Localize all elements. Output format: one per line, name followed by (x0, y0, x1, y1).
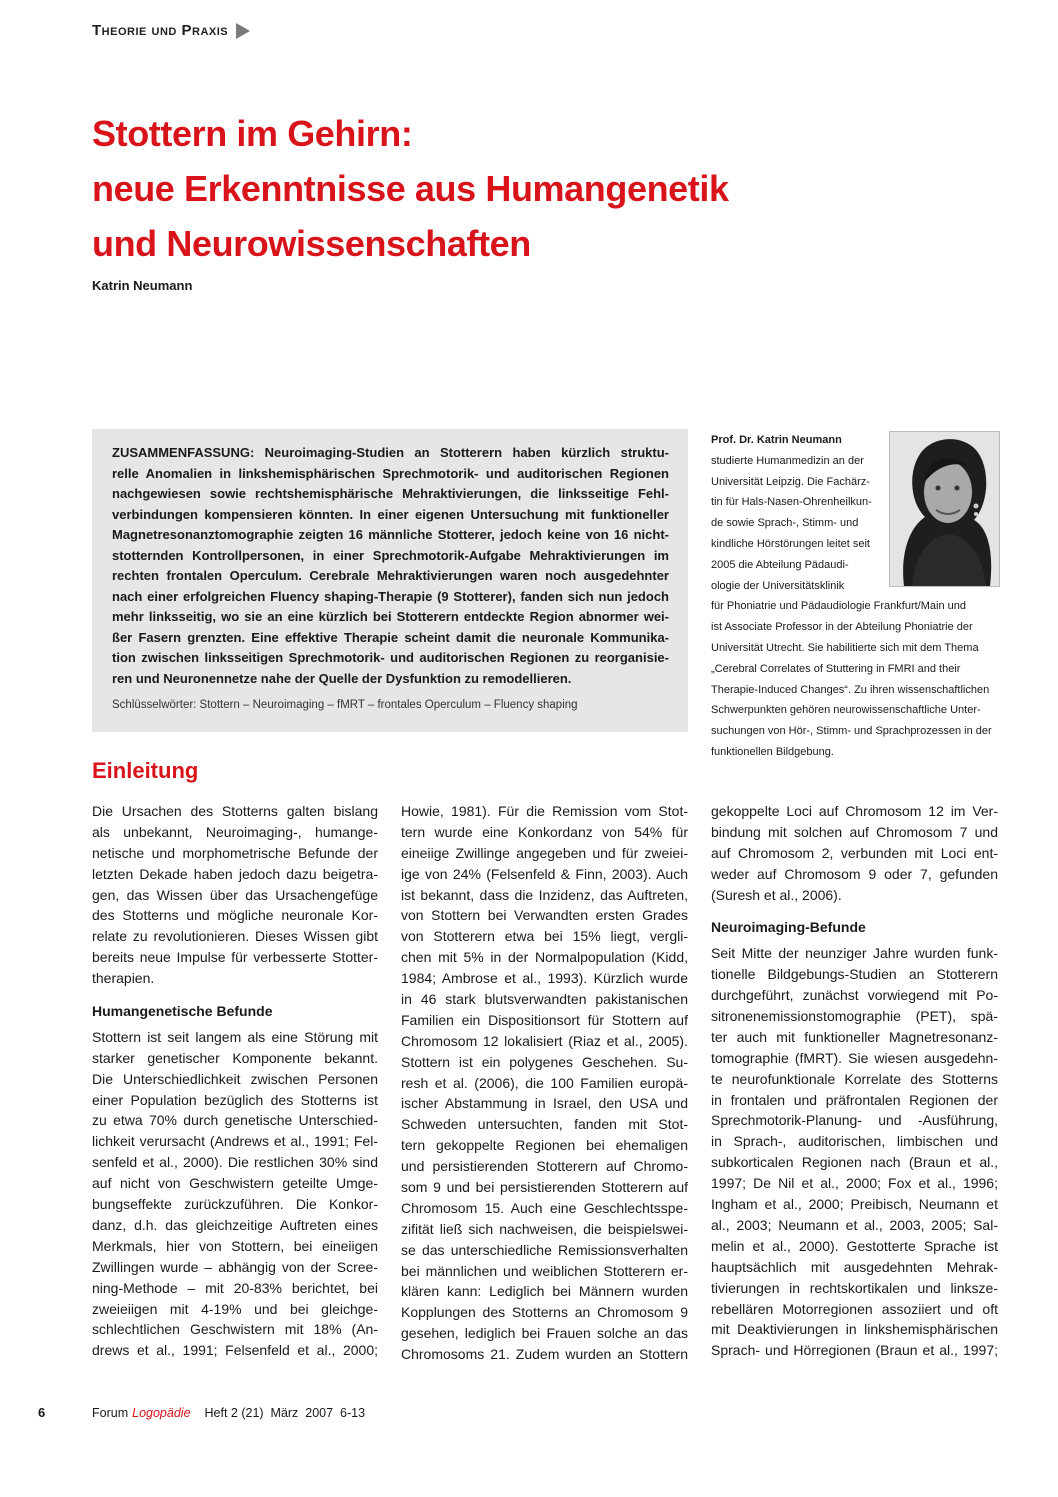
text-line: tomographie (fMRT). Sie wiesen ausgedehn- (711, 1049, 998, 1066)
text-line: ter auch mit funktioneller Magnetresonanz- (711, 1028, 998, 1045)
issue-info: Heft 2 (21) März 2007 6-13 (204, 1406, 366, 1420)
text-line: von Stotterern etwa bei 15% liegt, vergli- (401, 928, 688, 945)
text-line: klären kann: Lediglich bei Männern wurden (401, 1283, 688, 1300)
text-line: bungseffekte zurückzuführen. Die Konkor- (92, 1196, 378, 1213)
text-line: ige von 24% (Felsenfeld & Finn, 2003). Auch (401, 865, 688, 882)
text-line: tivierungen in rechtskortikalen und linksze- (711, 1279, 998, 1296)
text-line: Chromosoms 21. Zudem wurden an Stottern (401, 1346, 688, 1363)
text-line: gen, das Wissen über das Ursachengefüge (92, 886, 378, 903)
text-line: in 46 stark blutsverwandten pakistanischen (401, 991, 688, 1008)
text-line: gekoppelte Loci auf Chromosom 12 im Ver- (711, 803, 998, 819)
text-line: senfeld et al., 2000). Die restlichen 30% sind (92, 1154, 378, 1171)
text-line: ist bekannt, dass die Inzidenz, das Auftreten, (401, 886, 688, 903)
article-title (92, 106, 992, 271)
text-line: netische und morphometrische Befunde der (92, 844, 378, 861)
text-line: Sprechmotorik-Planung- und -Ausführung, (711, 1112, 998, 1129)
text-line: des Stotterns und mögliche neuronale Kor- (92, 907, 378, 924)
text-line: Schweden untersuchten, fanden mit Stot- (401, 1116, 688, 1133)
text-line: gesehen, lediglich bei Frauen solche an das (401, 1325, 688, 1342)
summary-line: ZUSAMMENFASSUNG: Neuroimaging-Studien an Stotterern haben kürzlich struktu- (112, 445, 669, 460)
text-line: subkorticalen Regionen nach (Braun et al., (711, 1154, 998, 1171)
text-line: bindung mit solchen auf Chromosom 7 und (711, 823, 998, 840)
page-footer (38, 1405, 365, 1420)
keywords: Schlüsselwörter: Stottern – Neuroimaging – fMRT – frontales Operculum – Fluency shaping (112, 699, 578, 711)
text-line: eineiige Zwillinge angegeben und für zweiei- (401, 844, 688, 861)
summary-line: tion zwischen linksseitigen Sprechmotorik- und auditorischen Regionen zu reorganisie- (112, 650, 669, 665)
text-line: danz, d.h. das gleichzeitige Auftreten eines (92, 1216, 378, 1233)
bio-line: de sowie Sprach-, Stimm- und (711, 517, 859, 530)
bio-line: Schwerpunkten gehören neurowissenschaftliche Unter- (711, 704, 981, 717)
text-line: ischer Abstammung in Israel, den USA und (401, 1095, 688, 1112)
text-line: tern wurde eine Konkordanz von 54% für (401, 823, 688, 840)
bio-line: ist Associate Professor in der Abteilung Phoniatrie der (711, 621, 973, 634)
summary-line: nachgewiesen sowie rechtshemisphärische Mehraktivierungen, die linksseitige Fehl- (112, 486, 669, 501)
text-line: hauptsächlich mit ausgedehnten Mehrak- (711, 1258, 998, 1275)
text-line: Stottern ist seit langem als eine Störung mit (92, 1028, 378, 1045)
heading-einleitung: Einleitung (92, 758, 199, 783)
text-line: Die Unterschiedlichkeit zwischen Personen (92, 1070, 378, 1087)
journal-prefix: Forum (92, 1406, 129, 1420)
bio-line: „Cerebral Correlates of Stuttering in FMRI and their (711, 662, 961, 675)
text-line: sitronenemissionstomographie (PET), spä- (711, 1008, 998, 1025)
bio-name: Prof. Dr. Katrin Neumann (711, 434, 842, 446)
text-line: resh et al. (2006), die 100 Familien europä- (401, 1074, 688, 1091)
text-column-2 (401, 801, 688, 1365)
text-line: al., 2003; Neumann et al., 2003, 2005; Sal- (711, 1216, 998, 1233)
heading-humangenetik: Humangenetische Befunde (92, 1003, 273, 1020)
text-line: 1997; De Nil et al., 2000; Fox et al., 1996; (711, 1175, 998, 1192)
text-line: starker genetischer Komponente bekannt. (92, 1049, 378, 1066)
bio-line: tin für Hals-Nasen-Ohrenheilkun- (711, 496, 872, 509)
text-line: se das unterschiedliche Remissionsverhalten (401, 1241, 688, 1258)
text-line: Kopplungen des Stotterns an Chromosom 9 (401, 1304, 688, 1321)
title-line: Stottern im Gehirn: (92, 113, 413, 154)
text-line: relate zu revolutionieren. Dieses Wissen gibt (92, 928, 378, 945)
text-line: in frontalen und präfrontalen Regionen der (711, 1091, 998, 1108)
text-line: Chromosom 15. Auch eine Geschlechtsspe- (401, 1199, 688, 1216)
text-line: bei männlichen und weiblichen Stotterern er- (401, 1262, 688, 1279)
bio-line: für Phoniatrie und Pädaudiologie Frankfurt/Main und (711, 600, 966, 613)
text-line: in Sprach-, auditorischen, limbischen und (711, 1133, 998, 1150)
summary-box (92, 429, 688, 732)
bio-line: funktionellen Bildgebung. (711, 745, 834, 758)
text-line: 1984; Ambrose et al., 1993). Kürzlich wurde (401, 970, 688, 987)
title-line: neue Erkenntnisse aus Humangenetik (92, 168, 729, 209)
bio-line: studierte Humanmedizin an der (711, 454, 864, 467)
summary-line: stotternden Kontrollpersonen, in einer Sprechmotorik-Aufgabe Mehraktivierungen im (112, 547, 669, 563)
text-line: tern gekoppelte Regionen bei ehemaligen (401, 1137, 688, 1154)
summary-line: nach einer erfolgreichen Fluency shaping-Therapie (9 Stotterer), fanden sich nun jedoch (112, 588, 669, 604)
text-line: therapien. (92, 970, 155, 987)
summary-line: verbindungen kompensieren könnten. In einer eigenen Untersuchung mit funktioneller (112, 506, 669, 522)
text-line: einer Population bezüglich des Stotterns ist (92, 1091, 378, 1108)
text-line: te neurofunktionale Korrelate des Stotterns (711, 1070, 998, 1087)
text-line: som 9 und bei persistierenden Stotterern auf (401, 1179, 688, 1196)
bio-line: suchungen von Hör-, Stimm- und Sprachprozessen in der (711, 725, 992, 738)
bio-line: Universität Leipzig. Die Fachärz- (711, 475, 870, 488)
text-line: weder auf Chromosom 9 oder 7, gefunden (711, 865, 998, 882)
text-line: Merkmals, hier von Stottern, bei eineiigen (92, 1237, 378, 1254)
text-line: Die Ursachen des Stotterns galten bislang (92, 803, 378, 819)
summary-line: ren und Neuronennetze nahe der Quelle der Dysfunktion zu remodellieren. (112, 670, 572, 686)
journal-name: Logopädie (132, 1406, 191, 1420)
text-line: mit Deaktivierungen in linkshemisphärischen (711, 1321, 998, 1338)
text-line: rebellären Motorregionen assoziiert und oft (711, 1300, 998, 1317)
author-name: Katrin Neumann (92, 278, 193, 293)
page-number: 6 (38, 1405, 46, 1420)
text-column-3 (711, 801, 998, 1361)
text-line: durchgeführt, zunächst vorwiegend mit Po- (711, 987, 998, 1004)
author-bio (711, 430, 1001, 763)
bio-line: ologie der Universitätsklinik (711, 579, 845, 592)
text-line: schlechtlichen Geschwistern mit 18% (An- (92, 1321, 378, 1338)
bio-line: Therapie-Induced Changes“. Zu ihren wissenschaftlichen (711, 683, 990, 696)
text-line: lichkeit verursacht (Andrews et al., 1991; Fel- (92, 1133, 378, 1150)
text-line: zu etwa 70% durch genetische Unterschied- (92, 1112, 378, 1129)
text-line: ning-Methode – mit 20-83% berichtet, bei (92, 1279, 378, 1296)
summary-line: relle Anomalien in linkshemisphärischen Sprechmotorik- und auditorischen Regionen (112, 465, 669, 481)
summary-line: mehr linksseitig, wo sie an eine kürzlich bei Stotterern entdeckte Region abnormer wei- (112, 609, 669, 624)
text-line: Ingham et al., 2000; Preibisch, Neumann et (711, 1196, 998, 1213)
text-line: drews et al., 1991; Felsenfeld et al., 2000; (92, 1342, 378, 1359)
title-line: und Neurowissenschaften (92, 223, 531, 264)
text-line: auf nicht von Geschwistern geteilte Umge- (92, 1175, 378, 1192)
summary-line: ßer Fasern grenzten. Eine effektive Therapie scheint damit die neuronale Kommunika- (112, 629, 669, 645)
text-line: als unbekannt, Neuroimaging-, humange- (92, 823, 378, 840)
text-line: letzten Dekade haben jedoch dazu beigetra- (92, 865, 378, 882)
section-tag (92, 22, 250, 39)
triangle-arrow-icon (236, 23, 250, 39)
bio-line: kindliche Hörstörungen leitet seit (711, 537, 870, 550)
text-line: bereits neue Impulse für verbesserte Stotter- (92, 949, 378, 966)
text-line: zifität ließ sich nachweisen, die beispielswei- (401, 1220, 688, 1237)
summary-line: rechten frontalen Operculum. Cerebrale Mehraktivierungen waren noch ausgedehnter (112, 568, 669, 583)
text-line: auf Chromosom 2, verbunden mit Loci ent- (711, 844, 998, 861)
text-line: zweieiigen mit 4-19% und bei gleichge- (92, 1300, 378, 1317)
text-line: Sprach- und Hörregionen (Braun et al., 1997; (711, 1342, 998, 1359)
summary-line: Magnetresonanztomographie zeigten 16 männliche Stotterer, jedoch keine von 16 nicht- (112, 527, 669, 542)
text-column-1 (92, 801, 378, 1361)
text-line: Stottern ist ein polygenes Geschehen. Su- (401, 1053, 688, 1070)
text-line: melin et al., 2000). Gestotterte Sprache ist (711, 1237, 998, 1254)
text-line: chen mit 5% in der Normalpopulation (Kidd, (401, 949, 688, 966)
text-line: und persistierenden Stotterern auf Chromo- (401, 1158, 688, 1175)
summary-text (112, 443, 669, 689)
bio-line: Universität Utrecht. Sie habilitierte sich mit dem Thema (711, 641, 979, 654)
text-line: Zwillingen wurde – abhängig von der Scree- (92, 1258, 378, 1275)
text-line: von Stottern bei Verwandten ersten Grades (401, 907, 688, 924)
text-line: (Suresh et al., 2006). (711, 886, 842, 903)
text-line: tionelle Bildgebungs-Studien an Stotterern (711, 966, 998, 983)
section-label: Theorie und Praxis (92, 22, 229, 39)
text-line: Familien ein Dispositionsort für Stottern auf (401, 1011, 688, 1028)
text-line: Howie, 1981). Für die Remission vom Stot- (401, 803, 688, 819)
text-line: Chromosom 12 lokalisiert (Riaz et al., 2005). (401, 1032, 688, 1049)
bio-line: 2005 die Abteilung Pädaudi- (711, 558, 849, 571)
text-line: Seit Mitte der neunziger Jahre wurden funk- (711, 945, 998, 962)
heading-neuroimaging: Neuroimaging-Befunde (711, 919, 866, 936)
